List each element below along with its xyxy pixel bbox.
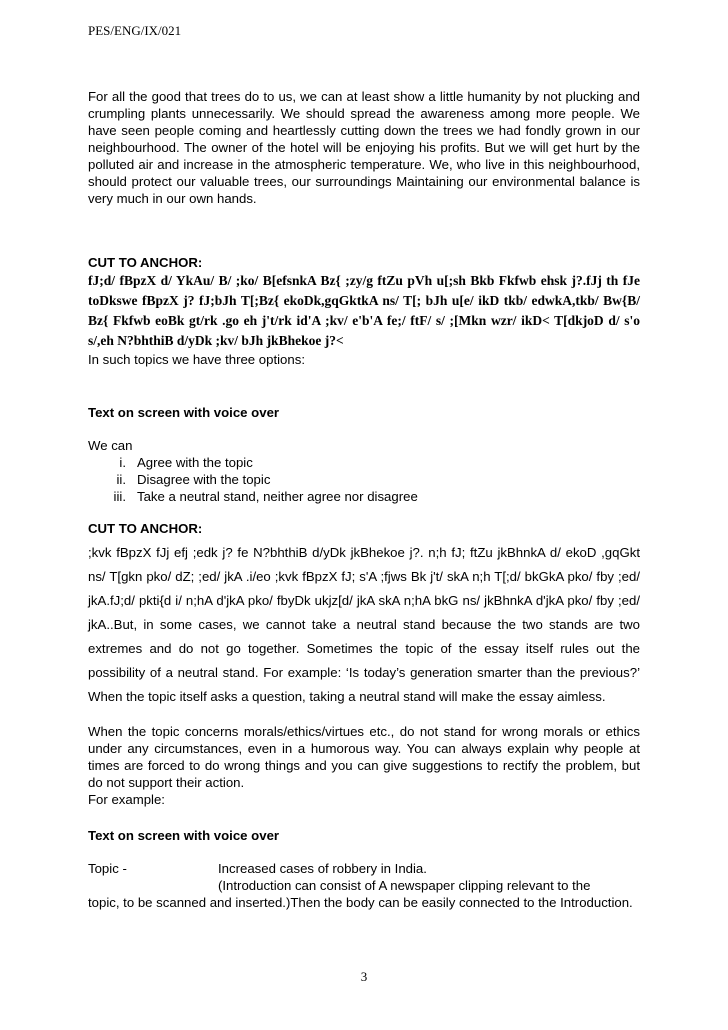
punjabi-text-1: fJ;d/ fBpzX d/ YkAu/ B/ ;ko/ B[efsnkA Bz{ ;zy/g ftZu pVh u[;sh Bkb Fkfwb ehsk j?.fJj th fJe toDkswe fBpzX j? fJ;bJh T[;Bz{ ekoDk,gqGktkA ns/ T[; bJh u[e/ ikD tkb/ edwkA,tkb/ Bw{B/ Bz{ Fkfwb eoBk gt/rk .go eh j't/rk id'A ;kv/ e'b'A fe;/ ftF/ s/ ;[Mkn wzr/ ikD< T[dkjoD d/ s'o s/,eh N?bhthiB d/yDk ;kv/ bJh jkBhekoe j?< bbox=[88, 273, 640, 348]
topic-title: Increased cases of robbery in India. bbox=[218, 861, 427, 876]
topic-note-rest: topic, to be scanned and inserted.)Then the body can be easily connected to the Introduction. bbox=[88, 895, 633, 910]
document-code: PES/ENG/IX/021 bbox=[88, 23, 182, 38]
voiceover-heading-1: Text on screen with voice over bbox=[88, 405, 280, 420]
voiceover-heading-2: Text on screen with voice over bbox=[88, 828, 280, 843]
neutral-stand-text: ..But, in some cases, we cannot take a neutral stand because the two stands are two extremes and do not go together. Sometimes the topic of the essay itself rules out the possibility of a neutral stand. For example: ‘Is today’s generation smarter than the previous?’ When the topic itself asks a question, taking a neutral stand will make the essay aimless. bbox=[88, 617, 640, 704]
cut-to-anchor-heading: CUT TO ANCHOR: bbox=[88, 255, 203, 270]
roman-list bbox=[88, 454, 640, 505]
options-lead: We can bbox=[88, 438, 133, 453]
list-item: iii. Take a neutral stand, neither agree nor disagree bbox=[113, 489, 418, 504]
options-intro-text: In such topics we have three options: bbox=[88, 352, 305, 367]
for-example-label: For example: bbox=[88, 792, 165, 807]
options-list bbox=[88, 437, 640, 505]
cut-to-anchor-heading-2: CUT TO ANCHOR: bbox=[88, 521, 203, 536]
anchor-section-2 bbox=[88, 520, 640, 709]
topic-block bbox=[88, 860, 640, 911]
paragraph-trees: For all the good that trees do to us, we can at least show a little humanity by not plucking and crumpling plants unnecessarily. We should spread the awareness among more people. We have seen people coming and heartlessly cutting down the trees we had fondly grown in our neighbourhood. The owner of the hotel will be enjoying his profits. But we will get hurt by the polluted air and increase in the atmospheric temperature. We, who live in this neighbourhood, should protect our valuable trees, our surroundings Maintaining our environmental balance is very much in our own hands. bbox=[88, 89, 640, 206]
list-item: ii. Disagree with the topic bbox=[116, 472, 271, 487]
list-item: i. Agree with the topic bbox=[119, 455, 253, 470]
topic-label: Topic - bbox=[88, 861, 127, 876]
punjabi-text-2: ;kvk fBpzX fJj efj ;edk j? fe N?bhthiB d/yDk jkBhekoe j?. n;h fJ; ftZu jkBhnkA d/ ekoD ,gqGkt ns/ T[gkn pko/ dZ; ;ed/ jkA .i/eo ;kvk fBpzX fJ; s'A ;fjws Bk j't/ skA n;h T[;d/ bkGkA pko/ fby ;ed/ jkA.fJ;d/ pkti{d i/ n;hA d'jkA pko/ fbyDk ukjz[d/ jkA skA n;hA bkG ns/ jkBhnkA d'jkA pko/ fby ;ed/ jkA bbox=[88, 545, 640, 632]
page-number: 3 bbox=[360, 969, 368, 984]
topic-note-first-line: (Introduction can consist of A newspaper clipping relevant to the bbox=[218, 878, 591, 893]
anchor-section-1 bbox=[88, 254, 640, 368]
paragraph-morals: When the topic concerns morals/ethics/virtues etc., do not stand for wrong morals or ethics under any circumstances, even in a humorous way. You can always explain why people at times are forced to do wrong things and you can give suggestions to rectify the problem, but do not support their action. For example: bbox=[88, 724, 640, 807]
